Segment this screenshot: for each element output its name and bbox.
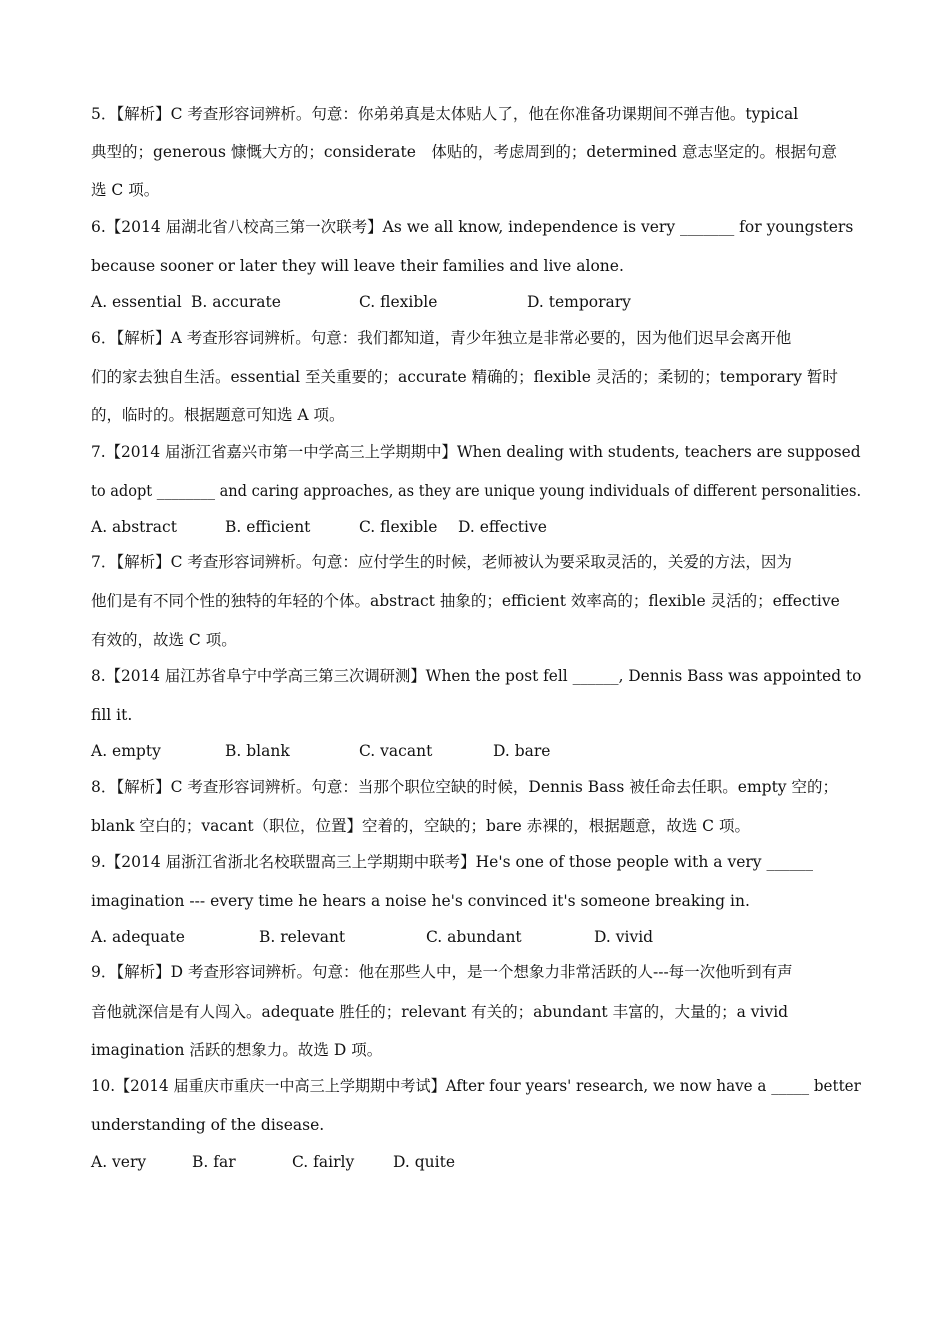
question-9-line-2: imagination --- every time he hears a noise he's convinced it's someone breaking in. [91,892,750,910]
question-8-option-b: B. blank [225,742,290,760]
question-7-option-b: B. efficient [225,518,311,536]
analysis-6-line-3: 的，临时的。根据题意可知选 A 项。 [91,406,345,424]
analysis-6-line-2: 们的家去独自生活。essential 至关重要的；accurate 精确的；flexible 灵活的；柔韧的；temporary 暂时 [91,368,838,386]
analysis-7-line-3: 有效的，故选 C 项。 [91,631,237,649]
question-7-option-c: C. flexible [359,518,438,536]
analysis-9-line-2: 音他就深信是有人闯入。adequate 胜任的；relevant 有关的；abundant 丰富的，大量的；a vivid [91,1003,789,1021]
question-9-option-b: B. relevant [259,928,346,946]
analysis-8-line-1: 8．【解析】C 考查形容词辨析。句意：当那个职位空缺的时候，Dennis Bass 被任命去任职。empty 空的； [91,778,838,796]
question-10-option-b: B. far [192,1153,236,1171]
analysis-8-line-2: blank 空白的；vacant（职位，位置】空着的，空缺的；bare 赤裸的，根据题意，故选 C 项。 [91,817,750,835]
question-10-line-2: understanding of the disease. [91,1116,325,1134]
question-8-line-1: 8.【2014 届江苏省阜宁中学高三第三次调研测】When the post fell ______, Dennis Bass was appointed to [91,667,862,685]
question-7-line-2: to adopt ________ and caring approaches, as they are unique young individuals of different personalities. [91,482,862,500]
analysis-5-line-2: 典型的；generous 慷慨大方的；considerate 体贴的，考虑周到的；determined 意志坚定的。根据句意 [91,143,837,161]
question-6-option-b: B. accurate [191,293,281,311]
analysis-5-line-3: 选 C 项。 [91,181,160,199]
question-8-line-2: fill it. [91,706,133,724]
analysis-5-line-1: 5．【解析】C 考查形容词辨析。句意：你弟弟真是太体贴人了，他在你准备功课期间不弹吉他。typical [91,105,799,123]
question-6-line-2: because sooner or later they will leave their families and live alone. [91,257,624,275]
question-6-option-a: A. essential [91,293,182,311]
analysis-9-line-3: imagination 活跃的想象力。故选 D 项。 [91,1041,383,1059]
question-7-line-1: 7.【2014 届浙江省嘉兴市第一中学高三上学期期中】When dealing with students, teachers are supposed [91,443,861,461]
analysis-9-line-1: 9．【解析】D 考查形容词辨析。句意：他在那些人中，是一个想象力非常活跃的人---每一次他听到有声 [91,963,793,981]
question-9-line-1: 9.【2014 届浙江省浙北名校联盟高三上学期期中联考】He's one of those people with a very ______ [91,853,813,871]
analysis-7-line-1: 7．【解析】C 考查形容词辨析。句意：应付学生的时候，老师被认为要采取灵活的，关爱的方法，因为 [91,553,792,571]
question-9-option-a: A. adequate [91,928,185,946]
question-6-line-1: 6.【2014 届湖北省八校高三第一次联考】As we all know, independence is very _______ for youngsters [91,218,854,236]
question-6-option-d: D. temporary [527,293,631,311]
question-6-option-c: C. flexible [359,293,438,311]
analysis-6-line-1: 6．【解析】A 考查形容词辨析。句意：我们都知道，青少年独立是非常必要的，因为他们迟早会离开他 [91,329,792,347]
question-9-option-d: D. vivid [594,928,654,946]
question-10-option-a: A. very [91,1153,147,1171]
question-8-option-a: A. empty [91,742,161,760]
question-10-option-d: D. quite [393,1153,455,1171]
question-8-option-d: D. bare [493,742,551,760]
question-10-option-c: C. fairly [292,1153,355,1171]
question-7-option-a: A. abstract [91,518,177,536]
question-9-option-c: C. abundant [426,928,522,946]
question-8-option-c: C. vacant [359,742,433,760]
question-10-line-1: 10.【2014 届重庆市重庆一中高三上学期期中考试】After four years' research, we now have a _____ better [91,1077,861,1095]
analysis-7-line-2: 他们是有不同个性的独特的年轻的个体。abstract 抽象的；efficient 效率高的；flexible 灵活的；effective [91,592,840,610]
question-7-option-d: D. effective [458,518,547,536]
